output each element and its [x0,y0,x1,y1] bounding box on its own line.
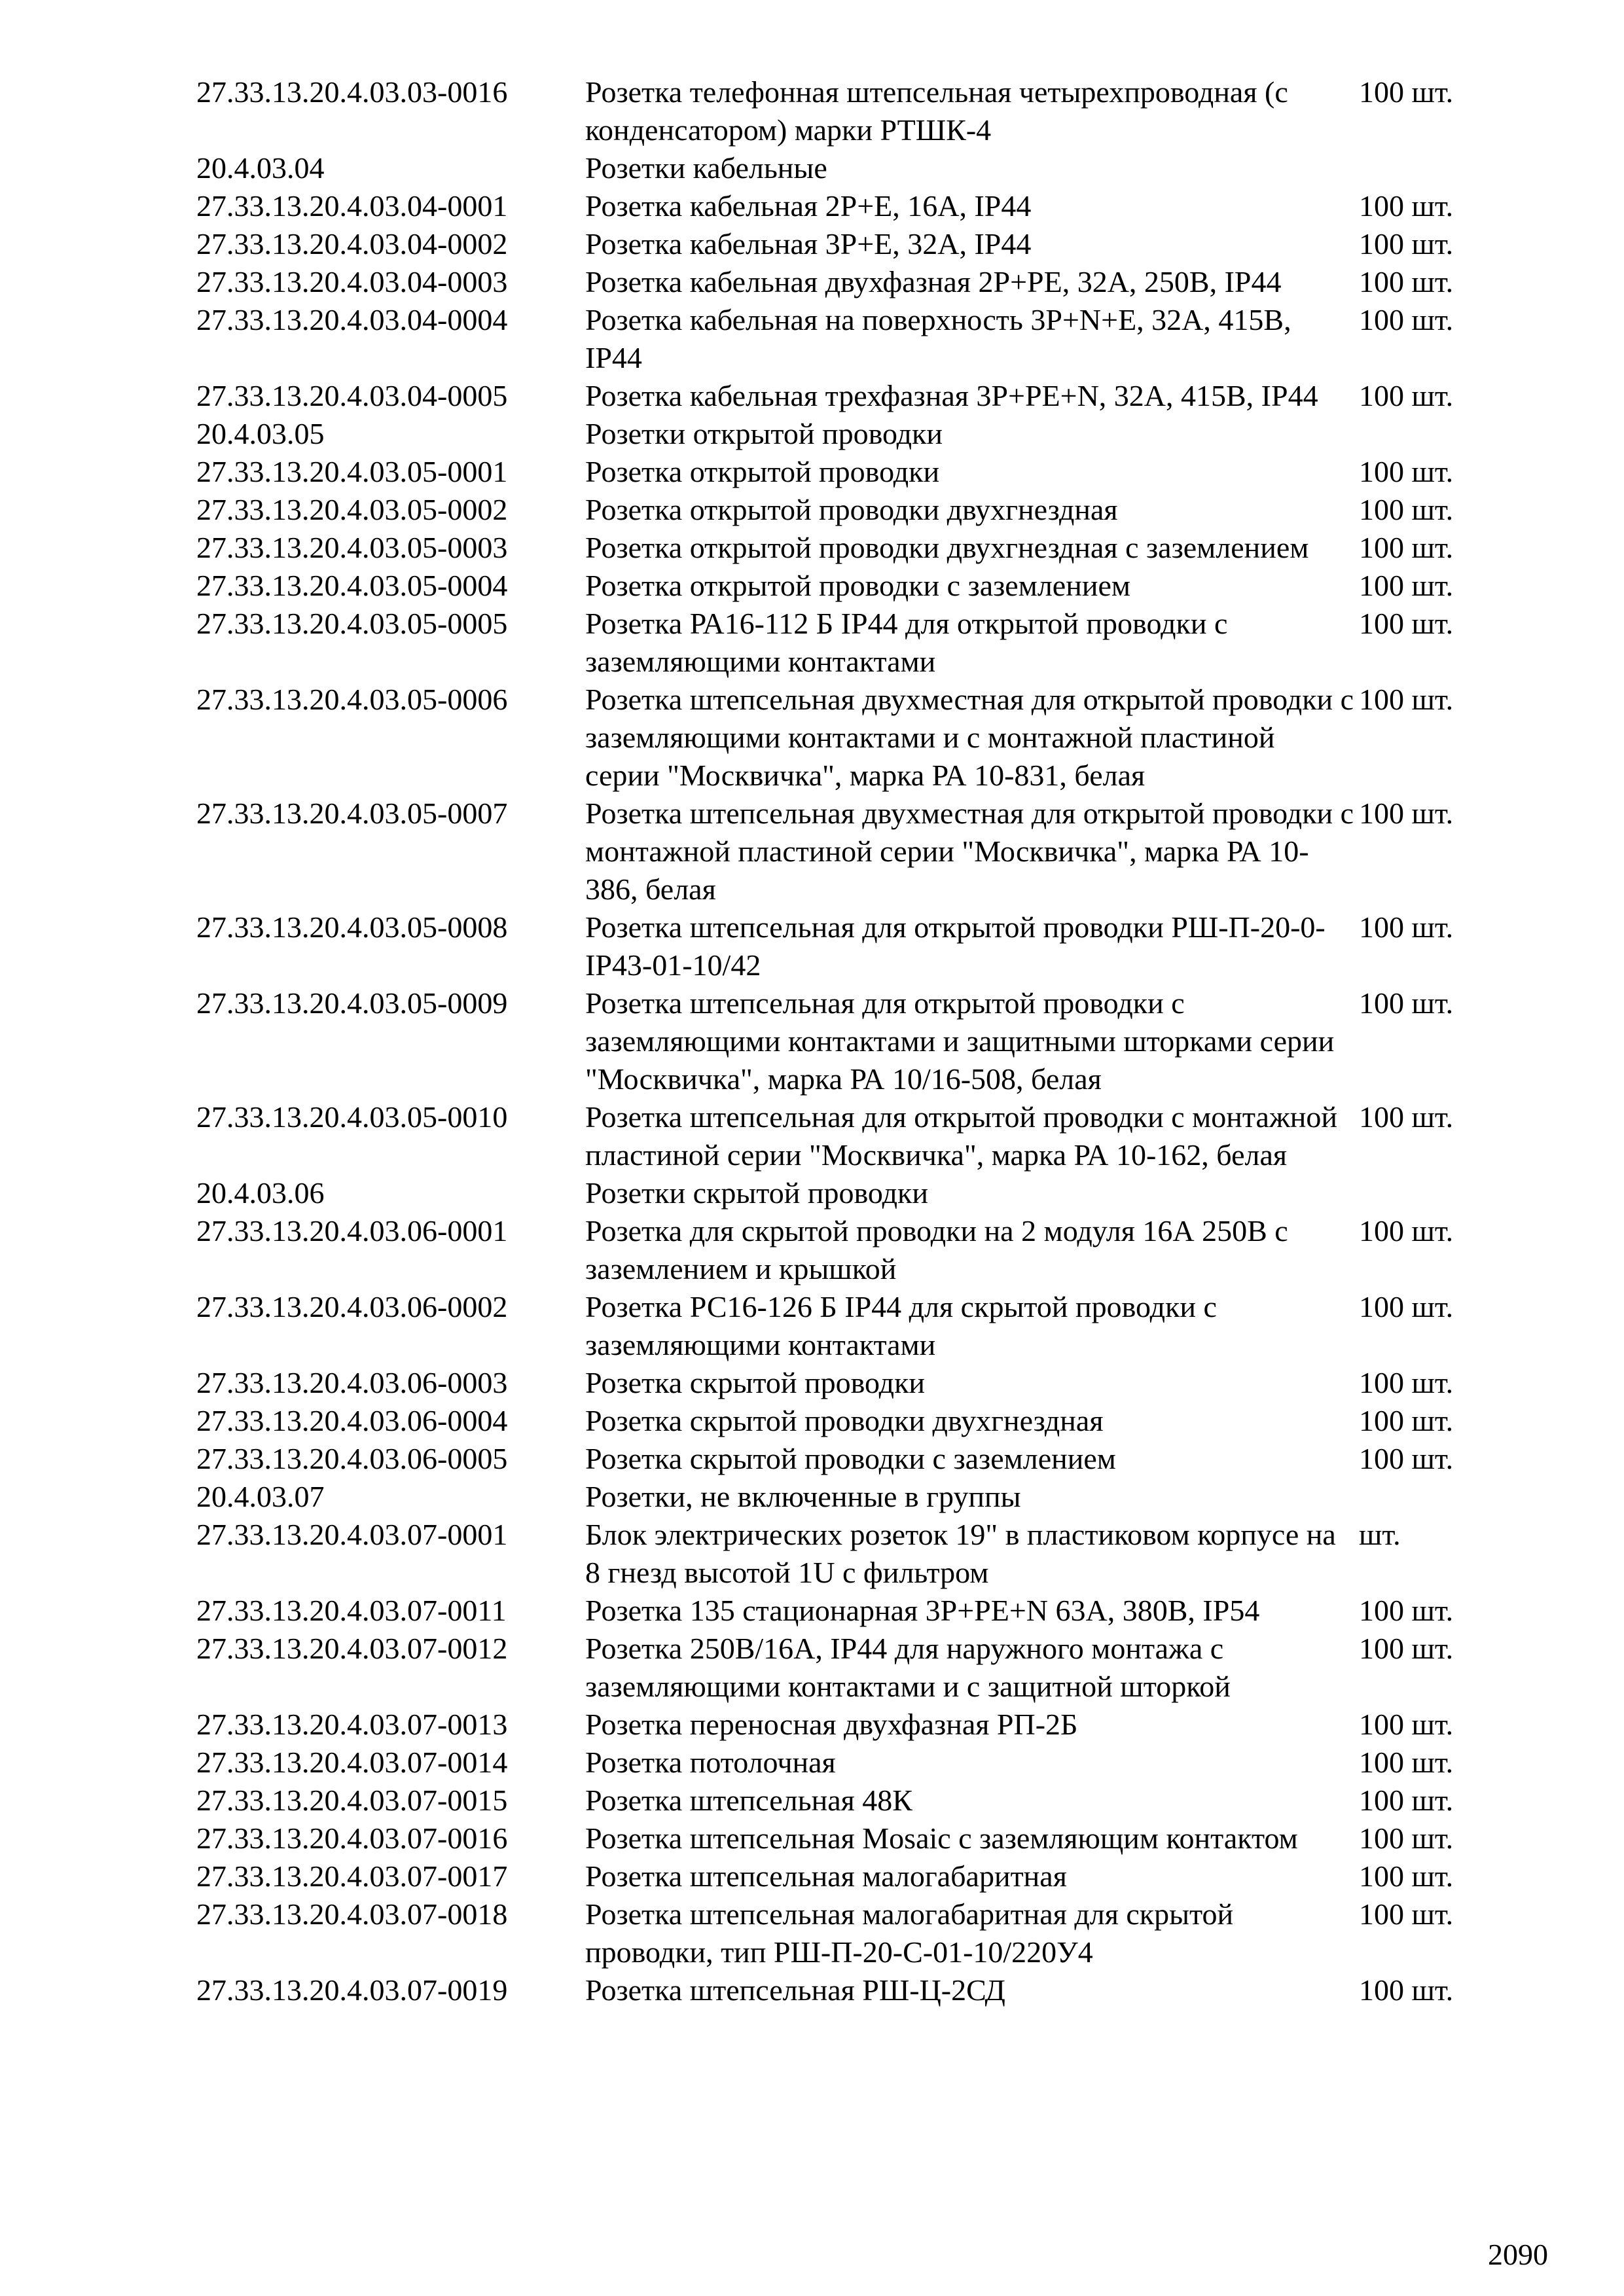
row-code: 20.4.03.04 [196,151,325,185]
row-name: Розетка РА16-112 Б IP44 для открытой проводки с заземляющими контактами [585,607,1228,678]
row-code: 27.33.13.20.4.03.07-0019 [196,1973,508,2007]
table-row [196,605,1492,681]
row-unit: 100 шт. [1359,986,1454,1020]
row-unit: 100 шт. [1359,265,1454,298]
row-code: 20.4.03.07 [196,1480,325,1513]
row-unit: 100 шт. [1359,531,1454,564]
row-name: Розетка телефонная штепсельная четырехпроводная (с конденсатором) марки РТШК-4 [585,75,1288,147]
row-unit: 100 шт. [1359,1708,1454,1741]
row-name: Розетка кабельная 2Р+Е, 16А, IP44 [585,189,1032,223]
table-row [196,1895,1492,1971]
table-row [196,1440,1492,1478]
row-code: 27.33.13.20.4.03.05-0006 [196,683,508,716]
row-unit: 100 шт. [1359,1973,1454,2007]
row-code: 27.33.13.20.4.03.07-0017 [196,1859,508,1893]
row-name: Розетки скрытой проводки [585,1176,928,1210]
row-name: Розетка скрытой проводки с заземлением [585,1442,1116,1475]
table-row [196,263,1492,301]
row-code: 27.33.13.20.4.03.07-0013 [196,1708,508,1741]
row-name: Розетка штепсельная малогабаритная [585,1859,1067,1893]
table-row [196,187,1492,225]
row-unit: 100 шт. [1359,569,1454,602]
row-code: 20.4.03.06 [196,1176,325,1210]
table-row [196,529,1492,567]
row-unit: 100 шт. [1359,1290,1454,1323]
table-row [196,1098,1492,1174]
row-name: Розетки открытой проводки [585,417,943,450]
row-code: 27.33.13.20.4.03.05-0010 [196,1100,508,1134]
row-name: Розетка штепсельная двухместная для открытой проводки с заземляющими контактами и с монтажной пластиной серии "Москвичка", марка РА 10-831, белая [585,683,1354,792]
row-unit: 100 шт. [1359,1821,1454,1855]
row-name: Розетка скрытой проводки [585,1366,926,1399]
table-row [196,1288,1492,1364]
row-name: Блок электрических розеток 19" в пластиковом корпусе на 8 гнезд высотой 1U с фильтром [585,1518,1336,1589]
row-unit: 100 шт. [1359,1366,1454,1399]
row-name: Розетка 250В/16А, IP44 для наружного монтажа с заземляющими контактами и с защитной шторкой [585,1632,1231,1703]
group-heading-row [196,415,1492,453]
table-row [196,1744,1492,1782]
table-row [196,984,1492,1098]
row-name: Розетка штепсельная малогабаритная для скрытой проводки, тип РШ-П-20-С-01-10/220У4 [585,1897,1234,1969]
row-name: Розетки кабельные [585,151,827,185]
row-name: Розетка для скрытой проводки на 2 модуля 16А 250В с заземлением и крышкой [585,1214,1288,1285]
row-name: Розетки, не включенные в группы [585,1480,1021,1513]
row-code: 27.33.13.20.4.03.06-0005 [196,1442,508,1475]
row-code: 27.33.13.20.4.03.07-0015 [196,1784,508,1817]
page-number: 2090 [1488,2238,1548,2271]
row-unit: 100 шт. [1359,1594,1454,1627]
row-name: Розетка кабельная трехфазная 3Р+РЕ+N, 32А, 415В, IP44 [585,379,1318,412]
row-name: Розетка открытой проводки с заземлением [585,569,1130,602]
row-code: 27.33.13.20.4.03.06-0004 [196,1404,508,1437]
row-code: 27.33.13.20.4.03.06-0003 [196,1366,508,1399]
row-name: Розетка переносная двухфазная РП-2Б [585,1708,1078,1741]
row-unit: 100 шт. [1359,379,1454,412]
row-unit: 100 шт. [1359,1897,1454,1931]
row-unit: шт. [1359,1518,1401,1551]
table-row [196,1592,1492,1630]
row-name: Розетка штепсельная для открытой проводки РШ-П-20-0-IP43-01-10/42 [585,910,1326,982]
row-code: 27.33.13.20.4.03.04-0004 [196,303,508,336]
row-code: 27.33.13.20.4.03.07-0012 [196,1632,508,1665]
row-unit: 100 шт. [1359,189,1454,223]
row-code: 27.33.13.20.4.03.07-0016 [196,1821,508,1855]
row-code: 27.33.13.20.4.03.04-0005 [196,379,508,412]
row-name: Розетка открытой проводки [585,455,940,488]
group-heading-row [196,149,1492,187]
table-row [196,1516,1492,1592]
table-row [196,1971,1492,2009]
row-unit: 100 шт. [1359,493,1454,526]
table-row [196,1212,1492,1288]
row-unit: 100 шт. [1359,1632,1454,1665]
table-row [196,491,1492,529]
group-heading-row [196,1478,1492,1516]
catalog-table [196,73,1492,2009]
table-row [196,795,1492,908]
row-name: Розетка 135 стационарная 3Р+РЕ+N 63А, 380В, IP54 [585,1594,1260,1627]
row-unit: 100 шт. [1359,1442,1454,1475]
row-code: 27.33.13.20.4.03.05-0008 [196,910,508,944]
row-code: 27.33.13.20.4.03.05-0003 [196,531,508,564]
table-row [196,908,1492,984]
row-name: Розетка штепсельная Mosaic с заземляющим контактом [585,1821,1298,1855]
row-name: Розетка кабельная двухфазная 2Р+РЕ, 32А, 250В, IP44 [585,265,1282,298]
row-unit: 100 шт. [1359,1784,1454,1817]
row-code: 27.33.13.20.4.03.04-0001 [196,189,508,223]
table-row [196,1630,1492,1706]
row-name: Розетка потолочная [585,1746,836,1779]
row-unit: 100 шт. [1359,683,1454,716]
table-row [196,73,1492,149]
table-row [196,301,1492,377]
row-unit: 100 шт. [1359,910,1454,944]
table-row [196,453,1492,491]
table-row [196,1857,1492,1895]
table-row [196,567,1492,605]
table-row [196,1364,1492,1402]
row-name: Розетка штепсельная двухместная для открытой проводки с монтажной пластиной серии "Москвичка", марка РА 10-386, белая [585,797,1354,906]
row-code: 27.33.13.20.4.03.05-0009 [196,986,508,1020]
table-row [196,377,1492,415]
row-unit: 100 шт. [1359,797,1454,830]
row-name: Розетка штепсельная 48К [585,1784,912,1817]
row-unit: 100 шт. [1359,1100,1454,1134]
row-unit: 100 шт. [1359,1404,1454,1437]
row-code: 27.33.13.20.4.03.05-0004 [196,569,508,602]
row-code: 27.33.13.20.4.03.05-0007 [196,797,508,830]
row-name: Розетка кабельная на поверхность 3Р+N+Е, 32А, 415В, IP44 [585,303,1291,374]
row-code: 27.33.13.20.4.03.05-0001 [196,455,508,488]
table-row [196,1402,1492,1440]
row-code: 27.33.13.20.4.03.04-0002 [196,227,508,260]
row-code: 27.33.13.20.4.03.05-0005 [196,607,508,640]
row-name: Розетка штепсельная РШ-Ц-2СД [585,1973,1005,2007]
table-row [196,681,1492,795]
group-heading-row [196,1174,1492,1212]
row-code: 27.33.13.20.4.03.06-0001 [196,1214,508,1247]
row-unit: 100 шт. [1359,455,1454,488]
row-unit: 100 шт. [1359,1214,1454,1247]
row-name: Розетка скрытой проводки двухгнездная [585,1404,1104,1437]
table-row [196,1820,1492,1857]
row-unit: 100 шт. [1359,75,1454,109]
row-name: Розетка штепсельная для открытой проводки с монтажной пластиной серии "Москвичка", марка РА 10-162, белая [585,1100,1337,1172]
row-code: 27.33.13.20.4.03.07-0011 [196,1594,507,1627]
row-name: Розетка штепсельная для открытой проводки с заземляющими контактами и защитными шторками серии "Москвичка", марка РА 10/16-508, белая [585,986,1335,1096]
row-unit: 100 шт. [1359,227,1454,260]
row-unit: 100 шт. [1359,607,1454,640]
row-code: 27.33.13.20.4.03.07-0018 [196,1897,508,1931]
row-code: 27.33.13.20.4.03.05-0002 [196,493,508,526]
row-code: 20.4.03.05 [196,417,325,450]
row-code: 27.33.13.20.4.03.04-0003 [196,265,508,298]
row-code: 27.33.13.20.4.03.07-0014 [196,1746,508,1779]
table-row [196,225,1492,263]
row-unit: 100 шт. [1359,303,1454,336]
table-row [196,1782,1492,1820]
row-code: 27.33.13.20.4.03.03-0016 [196,75,508,109]
table-row [196,1706,1492,1744]
row-code: 27.33.13.20.4.03.07-0001 [196,1518,508,1551]
row-unit: 100 шт. [1359,1859,1454,1893]
row-name: Розетка кабельная 3Р+Е, 32А, IP44 [585,227,1032,260]
row-name: Розетка открытой проводки двухгнездная [585,493,1118,526]
row-unit: 100 шт. [1359,1746,1454,1779]
row-name: Розетка открытой проводки двухгнездная с заземлением [585,531,1309,564]
row-code: 27.33.13.20.4.03.06-0002 [196,1290,508,1323]
row-name: Розетка РС16-126 Б IP44 для скрытой проводки с заземляющими контактами [585,1290,1217,1361]
